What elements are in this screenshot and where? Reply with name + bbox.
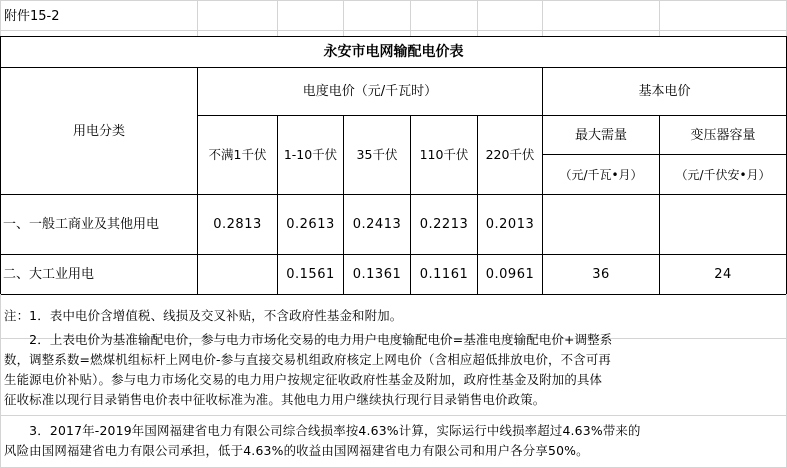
note-2-line-4: 征收标准以现行目录销售电价表中征收标准为准。其他电力用户继续执行现行目录销售电价政策。: [4, 392, 546, 407]
unit-max-demand: （元/千瓦•月）: [559, 167, 643, 182]
gridline: [0, 294, 1, 468]
price-cell: 0.1361: [352, 267, 402, 282]
price-cell: 0.1561: [286, 267, 335, 282]
row-category: 一、一般工商业及其他用电: [3, 217, 160, 232]
header-voltage-220kv: 220千伏: [485, 146, 535, 162]
price-cell: 0.2413: [352, 217, 402, 232]
note-1: 注：1．表中电价含增值税、线损及交叉补贴，不含政府性基金和附加。: [4, 308, 403, 323]
row-category: 二、大工业用电: [3, 267, 95, 282]
note-2-line-3: 生能源电价补贴）。参与电力市场化交易的电力用户按规定征收政府性基金及附加，政府性基金及附加的具体: [4, 372, 603, 387]
price-cell: 0.1161: [419, 267, 469, 282]
price-cell: 0.0961: [485, 267, 535, 282]
price-cell: 0.2013: [485, 217, 535, 232]
header-max-demand: 最大需量: [574, 127, 627, 143]
header-transformer-capacity: 变压器容量: [690, 127, 756, 143]
header-category: 用电分类: [72, 123, 125, 139]
header-energy-price: 电度电价（元/千瓦时）: [302, 84, 438, 99]
table-border-bottom: [0, 294, 787, 295]
max-demand-cell: [543, 195, 659, 254]
price-cell: 0.2813: [213, 217, 262, 232]
note-2-line-1: 2．上表电价为基准输配电价，参与电力市场化交易的电力用户电度输配电价=基准电度输配电价+调整系: [4, 332, 613, 347]
table-title: 永安市电网输配电价表: [323, 44, 464, 60]
price-cell: 0.2213: [419, 217, 469, 232]
header-voltage-35kv: 35千伏: [356, 146, 398, 162]
gridline: [0, 0, 787, 1]
header-voltage-110kv: 110千伏: [419, 146, 469, 162]
max-demand-cell: 36: [592, 267, 610, 282]
price-cell: [198, 255, 277, 294]
note-2-line-2: 数，调整系数=燃煤机组标杆上网电价-参与直接交易机组政府核定上网电价（含相应超低排放电价，不含可再: [4, 352, 612, 367]
note-3-line-1: 3．2017年-2019年国网福建省电力有限公司综合线损率按4.63%计算，实际运行中线损率超过4.63%带来的: [4, 423, 641, 438]
transformer-cell: [660, 195, 786, 254]
gridline: [0, 415, 787, 416]
transformer-cell: 24: [714, 267, 732, 282]
note-3-line-2: 风险由国网福建省电力有限公司承担，低于4.63%的收益由国网福建省电力有限公司和用户各分享50%。: [4, 443, 589, 458]
header-voltage-below-1kv: 不满1千伏: [208, 146, 267, 162]
price-cell: 0.2613: [286, 217, 335, 232]
header-basic-price: 基本电价: [638, 84, 691, 99]
header-voltage-1-10kv: 1-10千伏: [283, 146, 338, 162]
attachment-label: 附件15-2: [4, 8, 60, 24]
gridline: [0, 30, 787, 31]
unit-transformer-capacity: （元/千伏安•月）: [675, 167, 771, 182]
